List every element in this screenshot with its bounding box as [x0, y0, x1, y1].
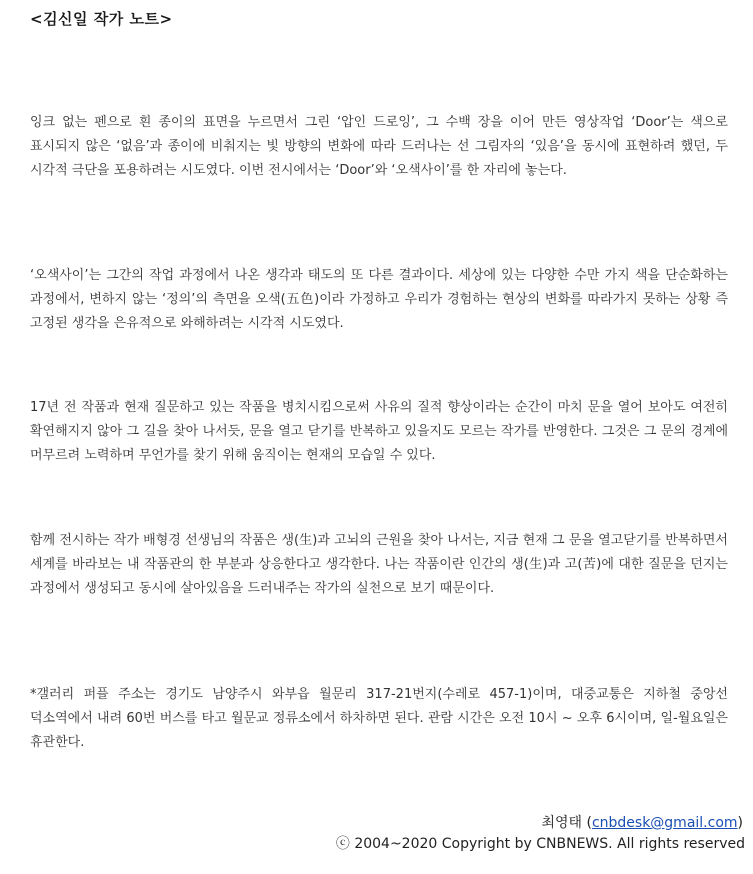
author-credit	[541, 813, 743, 834]
article-paragraph-2: ‘오색사이’는 그간의 작업 과정에서 나온 생각과 태도의 또 다른 결과이다. 세상에 있는 다양한 수만 가지 색을 단순화하는 과정에서, 변하지 않는 ‘정의’의 측면을 오색(五色)이라 가정하고 우리가 경험하는 현상의 변화를 따라가지 못하는 상황 즉 고정된 생각을 은유적으로 와해하려는 시각적 시도였다.	[30, 268, 728, 331]
article-paragraph-3: 17년 전 작품과 현재 질문하고 있는 작품을 병치시킴으로써 사유의 질적 향상이라는 순간이 마치 문을 열어 보아도 여전히 확연해지지 않아 그 길을 찾아 나서듯, 문을 열고 닫기를 반복하고 있을지도 모르는 작가를 반영한다. 그것은 그 문의 경계에 머무르려 노력하며 무언가를 찾기 위해 움직이는 현재의 모습일 수 있다.	[30, 400, 728, 463]
open-paren: (	[582, 815, 592, 831]
close-paren: )	[737, 815, 743, 831]
gallery-info-paragraph: *갤러리 퍼플 주소는 경기도 남양주시 와부읍 월문리 317-21번지(수레로 457-1)이며, 대중교통은 지하철 중앙선 덕소역에서 내려 60번 버스를 타고 월문교 정류소에서 하차하면 된다. 관람 시간은 오전 10시 ~ 오후 6시이며, 일-월요일은 휴관한다.	[30, 687, 728, 750]
article-paragraph-4: 함께 전시하는 작가 배형경 선생님의 작품은 생(生)과 고뇌의 근원을 찾아 나서는, 지금 현재 그 문을 열고닫기를 반복하면서 세계를 바라보는 내 작품관의 한 부분과 상응한다고 생각한다. 나는 작품이란 인간의 생(生)과 고(苦)에 대한 질문을 던지는 과정에서 생성되고 동시에 살아있음을 드러내주는 작가의 실천으로 보기 때문이다.	[30, 533, 728, 596]
page-title: <김신일 작가 노트>	[30, 10, 173, 28]
author-name: 최영태	[541, 815, 583, 831]
article-paragraph-1: 잉크 없는 펜으로 흰 종이의 표면을 누르면서 그린 ‘압인 드로잉’, 그 수백 장을 이어 만든 영상작업 ‘Door’는 색으로 표시되지 않은 ‘없음’과 종이에 비춰지는 빛 방향의 변화에 따라 드러나는 선 그림자의 ‘있음’을 동시에 표현하려 했던, 두 시각적 극단을 포용하려는 시도였다. 이번 전시에서는 ‘Door’와 ‘오색사이’를 한 자리에 놓는다.	[30, 115, 728, 178]
author-email-link[interactable]: cnbdesk@gmail.com	[591, 815, 738, 831]
copyright-notice: ⓒ 2004~2020 Copyright by CNBNEWS. All rights reserved	[335, 836, 745, 852]
